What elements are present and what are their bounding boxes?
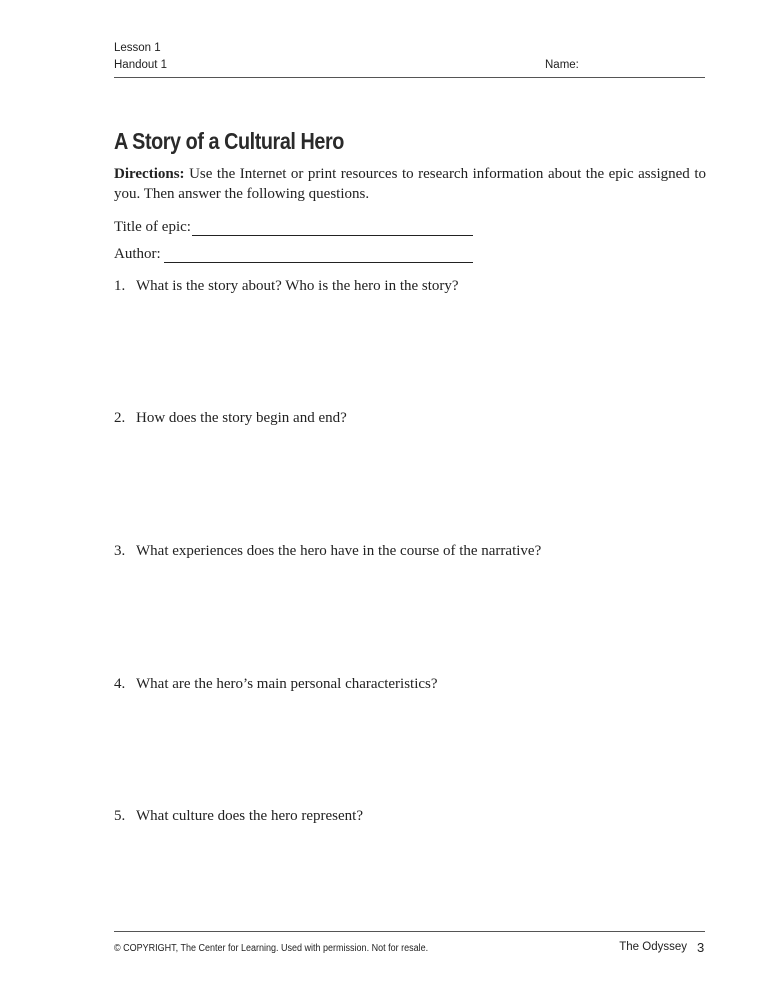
- question-2: [114, 408, 347, 428]
- question-number: 3.: [114, 543, 126, 559]
- title-of-epic-field: [114, 217, 191, 237]
- header-divider: [114, 77, 705, 78]
- directions-text: Use the Internet or print resources to research information about the epic assigned to you. Then answer the following questions.: [114, 166, 706, 202]
- question-text: How does the story begin and end?: [136, 410, 347, 426]
- question-number: 1.: [114, 278, 126, 294]
- question-number: 5.: [114, 808, 126, 824]
- directions-label: Directions:: [114, 166, 185, 182]
- footer-divider: [114, 931, 705, 932]
- title-of-epic-blank[interactable]: [192, 235, 473, 236]
- page-title: A Story of a Cultural Hero: [114, 128, 344, 154]
- directions: [114, 164, 706, 204]
- question-text: What experiences does the hero have in the course of the narrative?: [136, 543, 542, 559]
- question-text: What are the hero’s main personal characteristics?: [136, 676, 438, 692]
- author-label: Author:: [114, 246, 161, 262]
- author-blank[interactable]: [164, 262, 473, 263]
- copyright-notice: © COPYRIGHT, The Center for Learning. Used with permission. Not for resale.: [114, 943, 429, 954]
- question-number: 2.: [114, 410, 126, 426]
- title-of-epic-label: Title of epic:: [114, 219, 191, 235]
- book-title: The Odyssey: [619, 941, 687, 953]
- question-number: 4.: [114, 676, 126, 692]
- question-text: What is the story about? Who is the hero in the story?: [136, 278, 459, 294]
- name-label: Name:: [545, 59, 579, 71]
- question-3: [114, 541, 541, 561]
- page-header: [114, 40, 705, 74]
- handout-label: Handout 1: [114, 59, 168, 71]
- question-text: What culture does the hero represent?: [136, 808, 363, 824]
- author-field: [114, 244, 161, 264]
- question-4: [114, 674, 438, 694]
- question-5: [114, 806, 363, 826]
- question-1: [114, 276, 459, 296]
- lesson-label: Lesson 1: [114, 42, 161, 54]
- page-number: 3: [697, 940, 705, 955]
